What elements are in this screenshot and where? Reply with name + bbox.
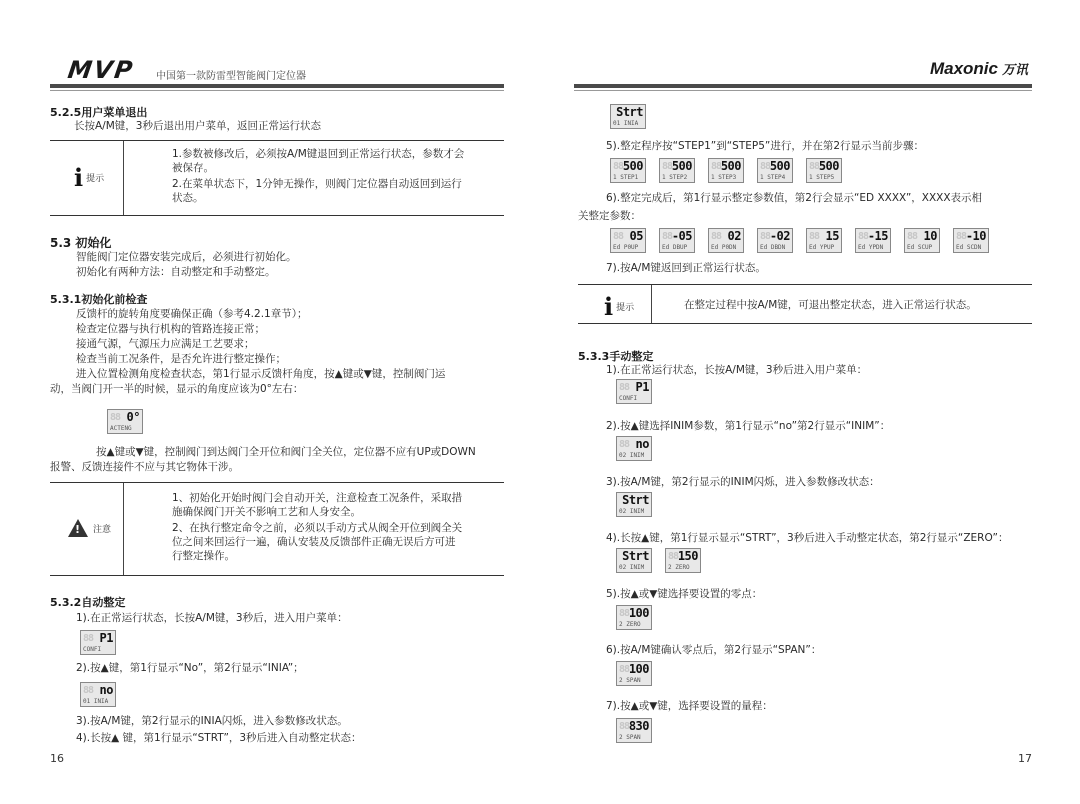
auto-step-7: 7).按A/M键返回到正常运行状态。 (606, 262, 766, 274)
lcd-sub: 1 STEP2 (662, 174, 688, 181)
section-5-3-line: 初始化有两种方法：自动整定和手动整定。 (76, 266, 276, 278)
lcd-ghost: 88 (619, 439, 630, 450)
lcd-value: no (635, 437, 649, 451)
section-5-3-1-line: 检查定位器与执行机构的管路连接正常； (76, 323, 265, 335)
tip-line: 2.在菜单状态下，1分钟无操作，则阀门定位器自动返回到运行 (172, 178, 462, 190)
lcd-value: 500 (720, 159, 741, 173)
lcd-manual-6 (616, 661, 652, 686)
lcd-ghost: 88 (711, 161, 722, 172)
lcd-p1 (80, 630, 116, 655)
tip-icon-area (604, 292, 634, 321)
lcd-ghost: 88 (619, 382, 630, 393)
manual-step-4: 4).长按▲键，第1行显示显示“STRT”，3秒后进入手动整定状态，第2行显示“ZERO”： (606, 532, 1009, 544)
manual-step-7: 7).按▲或▼键，选择要设置的量程： (606, 700, 773, 712)
manual-step-2: 2).按▲键选择INIM参数，第1行显示“no”第2行显示“INIM”： (606, 420, 891, 432)
lcd-sub: 02 INIM (619, 452, 645, 459)
lcd-ghost: 88 (858, 231, 869, 242)
lcd-value: -15 (867, 229, 888, 243)
lcd-ghost: 88 (760, 161, 771, 172)
section-5-3-3-title: 5.3.3手动整定 (578, 350, 654, 363)
lcd-value: 500 (622, 159, 643, 173)
lcd-value: Strt (622, 549, 649, 563)
lcd-value: -10 (965, 229, 986, 243)
maxonic-logo-cn: 万讯 (1001, 62, 1028, 77)
section-5-3-1-line: 动，当阀门开一半的时候，显示的角度应该为0°左右： (50, 383, 304, 395)
header-rule-thin-left (50, 90, 504, 91)
lcd-value: 100 (628, 606, 649, 620)
lcd-sub: 1 STEP4 (760, 174, 786, 181)
lcd-step2 (659, 158, 695, 183)
lcd-value: Strt (622, 493, 649, 507)
lcd-ghost: 88 (619, 608, 630, 619)
warning-line: 位之间来回运行一遍，确认安装及反馈部件正确无误后方可进 (172, 536, 456, 548)
lcd-sub: 1 STEP5 (809, 174, 835, 181)
maxonic-logo-text: Maxonic (929, 59, 998, 78)
tip-divider (651, 285, 652, 323)
header-rule-left (50, 84, 504, 88)
manual-step-3: 3).按A/M键，第2行显示的INIM闪烁，进入参数修改状态： (606, 476, 880, 488)
header-rule-thin-right (574, 90, 1032, 91)
section-5-3-1-line: 检查当前工况条件，是否允许进行整定操作； (76, 353, 286, 365)
tip-divider (123, 141, 124, 215)
lcd-value: 500 (769, 159, 790, 173)
lcd-ghost: 88 (619, 664, 630, 675)
warning-line: 行整定操作。 (172, 550, 235, 562)
lcd-sub: 01 INIA (83, 698, 109, 705)
lcd-value: 500 (671, 159, 692, 173)
lcd-value: 100 (628, 662, 649, 676)
lcd-ghost: 88 (760, 231, 771, 242)
lcd-manual-p1 (616, 379, 652, 404)
lcd-value: 0° (126, 410, 140, 424)
lcd-value: 10 (923, 229, 937, 243)
tip-text: 在整定过程中按A/M键，可退出整定状态，进入正常运行状态。 (684, 299, 977, 311)
lcd-sub: 01 INIA (613, 120, 639, 127)
lcd-no (80, 682, 116, 707)
lcd-manual-no (616, 436, 652, 461)
lcd-ghost: 88 (956, 231, 967, 242)
lcd-value: Strt (616, 105, 643, 119)
lcd-sub: 2 SPAN (619, 734, 641, 741)
lcd-value: 02 (727, 229, 741, 243)
lcd-sub: CONFI (83, 646, 102, 653)
section-5-3-1-title: 5.3.1初始化前检查 (50, 293, 148, 306)
lcd-ghost: 88 (711, 231, 722, 242)
warning-box (50, 482, 504, 576)
lcd-step5 (806, 158, 842, 183)
lcd-sub: CONFI (619, 395, 638, 402)
lcd-sub: Ed SCDN (956, 244, 982, 251)
lcd-ghost: 88 (662, 231, 673, 242)
warning-icon (68, 519, 88, 537)
section-5-2-5-text: 长按A/M键，3秒后退出用户菜单，返回正常运行状态 (74, 120, 321, 132)
auto-step-2: 2).按▲键，第1行显示“No”，第2行显示“INIA”； (76, 662, 304, 674)
lcd-ghost: 88 (613, 161, 624, 172)
lcd-sub: 2 ZERO (668, 564, 690, 571)
lcd-sub: 1 STEP1 (613, 174, 639, 181)
lcd-ed-6 (855, 228, 891, 253)
tip-line: 1.参数被修改后，必须按A/M键退回到正常运行状态，参数才会 (172, 148, 465, 160)
auto-step-4: 4).长按▲ 键，第1行显示“STRT”，3秒后进入自动整定状态： (76, 732, 362, 744)
lcd-sub: Ed P0DN (711, 244, 737, 251)
header-subtitle: 中国第一款防雷型智能阀门定位器 (156, 71, 306, 82)
info-icon: i (74, 163, 84, 192)
section-5-3-1-line: 反馈杆的旋转角度要确保正确（参考4.2.1章节）； (76, 308, 308, 320)
lcd-sub: Ed YPUP (809, 244, 835, 251)
lcd-ghost: 88 (907, 231, 918, 242)
warning-icon-area (68, 519, 111, 537)
mvp-logo: MVP (66, 56, 137, 84)
section-5-3-1-line: 接通气源，气源压力应满足工艺要求； (76, 338, 255, 350)
lcd-sub: Ed DBUP (662, 244, 688, 251)
lcd-sub: 2 ZERO (619, 621, 641, 628)
page-number-left: 16 (50, 752, 64, 765)
auto-step-3: 3).按A/M键，第2行显示的INIA闪烁，进入参数修改状态。 (76, 715, 348, 727)
header-rule-right (574, 84, 1032, 88)
manual-step-6: 6).按A/M键确认零点后，第2行显示“SPAN”： (606, 644, 822, 656)
lcd-value: 500 (818, 159, 839, 173)
lcd-ed-7 (904, 228, 940, 253)
lcd-manual-4b (665, 548, 701, 573)
section-5-3-1-after: 报警、反馈连接件不应与其它物体干涉。 (50, 461, 239, 473)
lcd-manual-4a (616, 548, 652, 573)
manual-step-5: 5).按▲或▼键选择要设置的零点： (606, 588, 763, 600)
lcd-value: 05 (629, 229, 643, 243)
section-5-3-line: 智能阀门定位器安装完成后，必须进行初始化。 (76, 251, 297, 263)
lcd-value: 830 (628, 719, 649, 733)
lcd-strt-top (610, 104, 646, 129)
lcd-manual-strt (616, 492, 652, 517)
tip-box-1 (50, 140, 504, 216)
tip-line: 状态。 (172, 192, 204, 204)
lcd-sub: 1 STEP3 (711, 174, 737, 181)
lcd-sub: 02 INIM (619, 564, 645, 571)
warning-line: 1、初始化开始时阀门会自动开关，注意检查工况条件，采取措 (172, 492, 463, 504)
lcd-ghost: 88 (668, 551, 679, 562)
lcd-ed-3 (708, 228, 744, 253)
lcd-ghost: 88 (613, 231, 624, 242)
lcd-value: P1 (99, 631, 113, 645)
lcd-value: P1 (635, 380, 649, 394)
auto-step-1: 1).在正常运行状态，长按A/M键，3秒后，进入用户菜单： (76, 612, 348, 624)
lcd-value: no (99, 683, 113, 697)
tip-box-2 (578, 284, 1032, 324)
tip-icon-area (74, 163, 104, 192)
lcd-sub: Ed P0UP (613, 244, 639, 251)
auto-step-6-line1: 6).整定完成后，第1行显示整定参数值，第2行会显示“ED XXXX”，XXXX表示相 (606, 192, 983, 204)
warning-line: 2、在执行整定命令之前，必须以手动方式从阀全开位到阀全关 (172, 522, 463, 534)
lcd-manual-7 (616, 718, 652, 743)
maxonic-logo (930, 59, 1028, 79)
lcd-ghost: 88 (83, 633, 94, 644)
tip-label: 提示 (616, 303, 635, 313)
lcd-value: -02 (769, 229, 790, 243)
warning-line: 施确保阀门开关不影响工艺和人身安全。 (172, 506, 361, 518)
section-5-3-2-title: 5.3.2自动整定 (50, 596, 126, 609)
lcd-sub: ACTENG (110, 425, 132, 432)
lcd-value: 150 (677, 549, 698, 563)
lcd-ghost: 88 (619, 721, 630, 732)
page-number-right: 17 (1018, 752, 1032, 765)
manual-step-1: 1).在正常运行状态，长按A/M键，3秒后进入用户菜单： (606, 364, 868, 376)
section-5-3-1-after: 按▲键或▼键，控制阀门到达阀门全开位和阀门全关位，定位器不应有UP或DOWN (96, 446, 476, 458)
auto-step-5: 5).整定程序按“STEP1”到“STEP5”进行，并在第2行显示当前步骤： (606, 140, 925, 152)
lcd-manual-5 (616, 605, 652, 630)
lcd-value: 15 (825, 229, 839, 243)
warning-label: 注意 (93, 524, 112, 535)
lcd-angle (107, 409, 143, 434)
lcd-ghost: 88 (83, 685, 94, 696)
warning-divider (123, 483, 124, 575)
info-icon: i (604, 292, 614, 321)
auto-step-6-line2: 关整定参数： (578, 210, 641, 222)
lcd-step3 (708, 158, 744, 183)
lcd-sub: 02 INIM (619, 508, 645, 515)
lcd-ed-4 (757, 228, 793, 253)
lcd-value: -05 (671, 229, 692, 243)
lcd-ed-8 (953, 228, 989, 253)
lcd-sub: Ed SCUP (907, 244, 933, 251)
section-5-3-title: 5.3 初始化 (50, 236, 112, 250)
lcd-ghost: 88 (809, 231, 820, 242)
lcd-sub: Ed DBDN (760, 244, 786, 251)
lcd-ed-1 (610, 228, 646, 253)
lcd-ed-2 (659, 228, 695, 253)
section-5-2-5-title: 5.2.5用户菜单退出 (50, 106, 148, 119)
tip-line: 被保存。 (172, 162, 214, 174)
lcd-sub: Ed YPDN (858, 244, 884, 251)
lcd-step4 (757, 158, 793, 183)
lcd-ghost: 88 (809, 161, 820, 172)
lcd-ghost: 88 (662, 161, 673, 172)
tip-label: 提示 (86, 174, 105, 184)
lcd-step1 (610, 158, 646, 183)
lcd-ghost: 88 (110, 412, 121, 423)
section-5-3-1-line: 进入位置检测角度检查状态，第1行显示反馈杆角度，按▲键或▼键，控制阀门运 (76, 368, 446, 380)
lcd-sub: 2 SPAN (619, 677, 641, 684)
lcd-ed-5 (806, 228, 842, 253)
